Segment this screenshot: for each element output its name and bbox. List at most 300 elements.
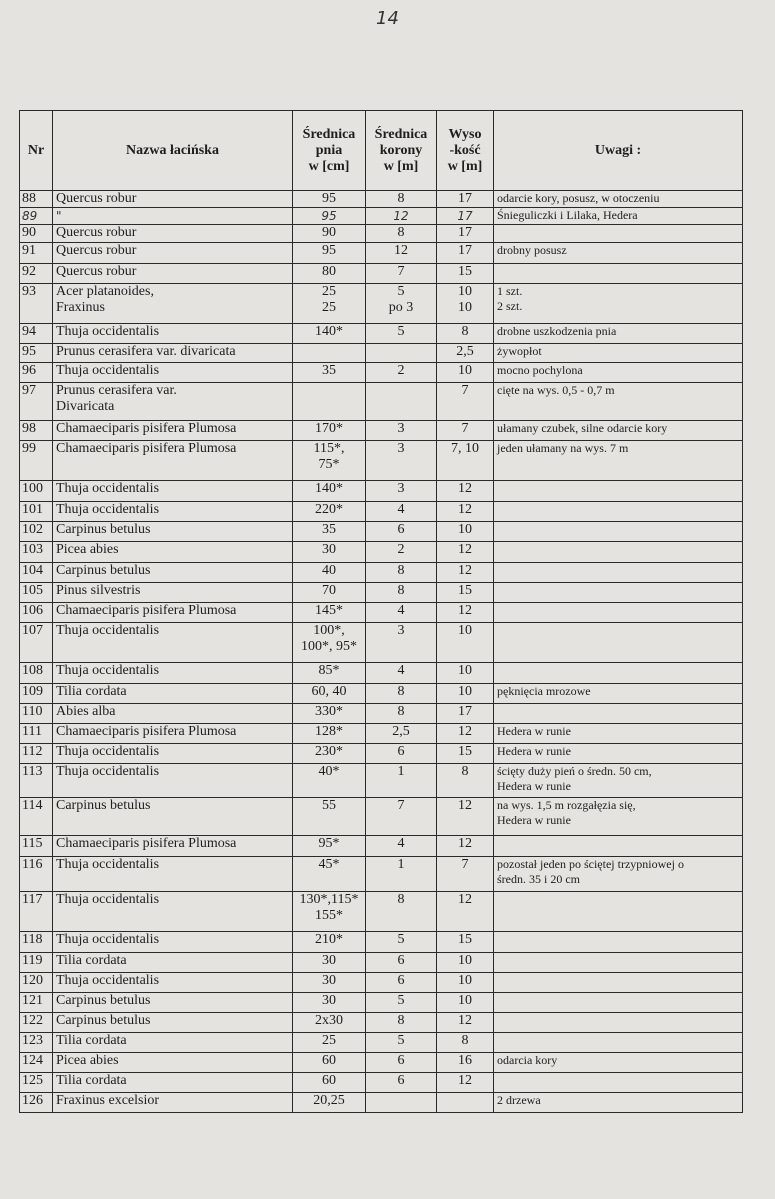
table-row xyxy=(20,324,743,344)
cell-trunk-diameter xyxy=(293,502,366,522)
cell-height xyxy=(437,704,494,724)
cell-trunk-diameter-line: 45* xyxy=(318,857,340,872)
cell-name xyxy=(53,502,293,522)
cell-notes xyxy=(494,324,743,344)
table-row xyxy=(20,363,743,383)
cell-nr: 95 xyxy=(20,344,53,363)
cell-nr: 93 xyxy=(20,284,53,324)
cell-crown-diameter-line: 6 xyxy=(397,1053,405,1068)
cell-trunk-diameter-line: 60 xyxy=(322,1053,336,1068)
cell-notes xyxy=(494,264,743,284)
cell-height-line: 10 xyxy=(458,522,472,537)
cell-height-line: 15 xyxy=(458,744,472,759)
cell-name xyxy=(53,623,293,663)
cell-name-line: Picea abies xyxy=(56,542,119,557)
table-row xyxy=(20,724,743,744)
cell-notes xyxy=(494,243,743,264)
cell-crown-diameter xyxy=(366,857,437,892)
cell-height xyxy=(437,603,494,623)
cell-name xyxy=(53,284,293,324)
table-row xyxy=(20,583,743,603)
cell-height-line: 10 xyxy=(458,953,472,968)
cell-notes xyxy=(494,363,743,383)
cell-crown-diameter xyxy=(366,363,437,383)
table-row xyxy=(20,243,743,264)
table-row xyxy=(20,836,743,857)
cell-trunk-diameter-line: 30 xyxy=(322,542,336,557)
cell-height xyxy=(437,563,494,583)
cell-name-line: Quercus robur xyxy=(56,264,137,279)
cell-height xyxy=(437,973,494,993)
cell-notes-line: cięte na wys. 0,5 - 0,7 m xyxy=(497,383,615,397)
cell-height xyxy=(437,481,494,502)
table-row xyxy=(20,932,743,953)
cell-name xyxy=(53,663,293,684)
cell-height-line: 10 xyxy=(458,684,472,699)
cell-height-line: 10 xyxy=(458,300,472,315)
table-row xyxy=(20,1073,743,1093)
cell-name xyxy=(53,542,293,563)
cell-notes xyxy=(494,684,743,704)
cell-crown-diameter xyxy=(366,623,437,663)
cell-trunk-diameter xyxy=(293,764,366,798)
cell-name-line: Tilia cordata xyxy=(56,684,127,699)
table-row xyxy=(20,563,743,583)
cell-height-line: 17 xyxy=(458,704,472,719)
cell-name-line: Quercus robur xyxy=(56,243,137,258)
cell-nr: 112 xyxy=(20,744,53,764)
cell-trunk-diameter-line: 95 xyxy=(321,209,337,223)
cell-nr: 114 xyxy=(20,798,53,836)
cell-height-line: 12 xyxy=(458,892,472,907)
cell-trunk-diameter-line: 90 xyxy=(322,225,336,240)
cell-name-line: Carpinus betulus xyxy=(56,522,151,537)
cell-height xyxy=(437,932,494,953)
cell-crown-diameter xyxy=(366,421,437,441)
cell-height xyxy=(437,522,494,542)
cell-crown-diameter xyxy=(366,684,437,704)
cell-name-line: Abies alba xyxy=(56,704,116,719)
cell-trunk-diameter-line: 230* xyxy=(315,744,343,759)
table-row xyxy=(20,684,743,704)
cell-notes-line: 2 szt. xyxy=(497,299,523,313)
cell-trunk-diameter xyxy=(293,1053,366,1073)
cell-crown-diameter-line: 1 xyxy=(397,764,405,779)
cell-crown-diameter-line: 6 xyxy=(397,973,405,988)
cell-trunk-diameter-line: 25 xyxy=(322,300,336,315)
cell-notes-line: na wys. 1,5 m rozgałęzia się, xyxy=(497,798,636,812)
cell-name-line: Carpinus betulus xyxy=(56,1013,151,1028)
cell-height xyxy=(437,1033,494,1053)
cell-height-line: 10 xyxy=(458,993,472,1008)
cell-height-line: 12 xyxy=(458,603,472,618)
cell-height xyxy=(437,208,494,225)
cell-trunk-diameter-line: 55 xyxy=(322,798,336,813)
cell-name xyxy=(53,225,293,243)
cell-trunk-diameter xyxy=(293,344,366,363)
cell-height-line: 12 xyxy=(458,1013,472,1028)
cell-trunk-diameter xyxy=(293,857,366,892)
cell-trunk-diameter-line: 2x30 xyxy=(315,1013,343,1028)
cell-trunk-diameter xyxy=(293,684,366,704)
table-row xyxy=(20,857,743,892)
cell-crown-diameter-line: po 3 xyxy=(388,300,414,315)
cell-nr: 120 xyxy=(20,973,53,993)
cell-crown-diameter-line: 3 xyxy=(397,481,405,496)
cell-notes xyxy=(494,663,743,684)
cell-nr: 106 xyxy=(20,603,53,623)
cell-height xyxy=(437,324,494,344)
cell-crown-diameter xyxy=(366,208,437,225)
cell-crown-diameter xyxy=(366,1033,437,1053)
cell-notes xyxy=(494,623,743,663)
cell-height xyxy=(437,744,494,764)
cell-notes xyxy=(494,481,743,502)
cell-height xyxy=(437,1073,494,1093)
cell-nr: 107 xyxy=(20,623,53,663)
cell-trunk-diameter-line: 75* xyxy=(318,457,340,472)
cell-height xyxy=(437,684,494,704)
cell-notes xyxy=(494,441,743,481)
cell-trunk-diameter-line: 70 xyxy=(322,583,336,598)
cell-name-line: Thuja occidentalis xyxy=(56,663,160,678)
cell-crown-diameter xyxy=(366,836,437,857)
cell-trunk-diameter-line: 210* xyxy=(315,932,343,947)
cell-notes xyxy=(494,704,743,724)
cell-notes-line: średn. 35 i 20 cm xyxy=(497,872,580,886)
cell-trunk-diameter xyxy=(293,836,366,857)
cell-notes xyxy=(494,764,743,798)
cell-notes-line: odarcia kory xyxy=(497,1053,558,1067)
cell-name-line: Thuja occidentalis xyxy=(56,892,160,907)
cell-height-line: 15 xyxy=(458,264,472,279)
table-row xyxy=(20,225,743,243)
cell-name-line: Tilia cordata xyxy=(56,1073,127,1088)
cell-crown-diameter xyxy=(366,284,437,324)
cell-name-line: Thuja occidentalis xyxy=(56,857,160,872)
cell-height xyxy=(437,798,494,836)
cell-trunk-diameter xyxy=(293,208,366,225)
cell-crown-diameter-line: 7 xyxy=(397,798,405,813)
cell-nr: 109 xyxy=(20,684,53,704)
cell-height-line: 12 xyxy=(458,563,472,578)
cell-trunk-diameter xyxy=(293,932,366,953)
cell-trunk-diameter xyxy=(293,264,366,284)
cell-height xyxy=(437,857,494,892)
cell-name-line: Thuja occidentalis xyxy=(56,932,160,947)
cell-nr: 102 xyxy=(20,522,53,542)
cell-notes-line: jeden ułamany na wys. 7 m xyxy=(497,441,629,455)
header-crown-line: w [m] xyxy=(383,158,419,174)
header-crown-line: korony xyxy=(379,142,423,158)
cell-trunk-diameter-line: 30 xyxy=(322,973,336,988)
cell-nr: 110 xyxy=(20,704,53,724)
cell-crown-diameter-line: 12 xyxy=(394,243,408,258)
cell-nr: 123 xyxy=(20,1033,53,1053)
cell-name-line: Thuja occidentalis xyxy=(56,324,160,339)
table-row xyxy=(20,344,743,363)
cell-crown-diameter xyxy=(366,704,437,724)
cell-height-line: 12 xyxy=(458,724,472,739)
cell-name-line: Fraxinus xyxy=(56,300,105,315)
cell-nr: 94 xyxy=(20,324,53,344)
table-row xyxy=(20,704,743,724)
cell-trunk-diameter xyxy=(293,744,366,764)
cell-height xyxy=(437,191,494,208)
cell-notes-line: Hedera w runie xyxy=(497,779,571,793)
cell-trunk-diameter xyxy=(293,191,366,208)
cell-notes xyxy=(494,798,743,836)
cell-notes xyxy=(494,1053,743,1073)
cell-nr: 88 xyxy=(20,191,53,208)
cell-height-line: 15 xyxy=(458,583,472,598)
cell-trunk-diameter-line: 330* xyxy=(315,704,343,719)
cell-notes xyxy=(494,744,743,764)
cell-notes xyxy=(494,225,743,243)
cell-name xyxy=(53,583,293,603)
cell-height xyxy=(437,1013,494,1033)
cell-trunk-diameter xyxy=(293,704,366,724)
cell-crown-diameter-line: 5 xyxy=(397,324,405,339)
cell-trunk-diameter-line: 80 xyxy=(322,264,336,279)
cell-name xyxy=(53,798,293,836)
cell-nr: 119 xyxy=(20,953,53,973)
cell-trunk-diameter-line: 35 xyxy=(322,363,336,378)
cell-nr: 118 xyxy=(20,932,53,953)
cell-trunk-diameter xyxy=(293,243,366,264)
cell-crown-diameter-line: 4 xyxy=(397,603,405,618)
cell-trunk-diameter-line: 140* xyxy=(315,481,343,496)
cell-notes xyxy=(494,421,743,441)
cell-height xyxy=(437,1093,494,1113)
cell-crown-diameter-line: 4 xyxy=(397,663,405,678)
cell-crown-diameter xyxy=(366,892,437,932)
cell-trunk-diameter-line: 35 xyxy=(322,522,336,537)
cell-crown-diameter-line: 6 xyxy=(397,953,405,968)
header-height-line: -kość xyxy=(449,142,481,158)
cell-nr: 90 xyxy=(20,225,53,243)
cell-notes xyxy=(494,383,743,421)
cell-crown-diameter xyxy=(366,603,437,623)
cell-trunk-diameter xyxy=(293,363,366,383)
cell-notes xyxy=(494,836,743,857)
cell-trunk-diameter-line: 30 xyxy=(322,953,336,968)
cell-nr: 103 xyxy=(20,542,53,563)
cell-name-line: Quercus robur xyxy=(56,225,137,240)
cell-height-line: 12 xyxy=(458,798,472,813)
cell-height-line: 17 xyxy=(458,191,472,206)
cell-crown-diameter-line: 2 xyxy=(397,363,405,378)
cell-height-line: 17 xyxy=(458,225,472,240)
cell-name-line: Chamaeciparis pisifera Plumosa xyxy=(56,836,237,851)
cell-height-line: 8 xyxy=(461,1033,469,1048)
cell-trunk-diameter xyxy=(293,1093,366,1113)
cell-name xyxy=(53,1033,293,1053)
cell-name-line: Prunus cerasifera var. divaricata xyxy=(56,344,236,359)
cell-notes xyxy=(494,563,743,583)
cell-trunk-diameter-line: 130*,115* xyxy=(299,892,359,907)
cell-height xyxy=(437,243,494,264)
cell-notes xyxy=(494,603,743,623)
cell-name-line: Thuja occidentalis xyxy=(56,623,160,638)
cell-trunk-diameter xyxy=(293,481,366,502)
cell-height-line: 8 xyxy=(461,764,469,779)
cell-height xyxy=(437,284,494,324)
cell-trunk-diameter xyxy=(293,953,366,973)
cell-notes-line: drobny posusz xyxy=(497,243,567,257)
cell-trunk-diameter xyxy=(293,563,366,583)
cell-name xyxy=(53,932,293,953)
cell-trunk-diameter-line: 85* xyxy=(318,663,340,678)
cell-height-line: 10 xyxy=(458,973,472,988)
cell-height xyxy=(437,993,494,1013)
cell-crown-diameter-line: 3 xyxy=(397,623,405,638)
cell-trunk-diameter xyxy=(293,441,366,481)
cell-crown-diameter xyxy=(366,1053,437,1073)
cell-crown-diameter xyxy=(366,973,437,993)
cell-crown-diameter xyxy=(366,663,437,684)
cell-name-line: Fraxinus excelsior xyxy=(56,1093,160,1108)
cell-name xyxy=(53,324,293,344)
cell-nr: 108 xyxy=(20,663,53,684)
cell-crown-diameter-line: 5 xyxy=(397,993,405,1008)
cell-crown-diameter xyxy=(366,344,437,363)
cell-notes xyxy=(494,208,743,225)
header-trunk-line: pnia xyxy=(315,142,343,158)
cell-name-line: Chamaeciparis pisifera Plumosa xyxy=(56,724,237,739)
cell-name-line: Quercus robur xyxy=(56,191,137,206)
cell-crown-diameter-line: 8 xyxy=(397,225,405,240)
cell-name xyxy=(53,684,293,704)
cell-trunk-diameter xyxy=(293,724,366,744)
cell-trunk-diameter-line: 140* xyxy=(315,324,343,339)
cell-nr: 97 xyxy=(20,383,53,421)
cell-name xyxy=(53,363,293,383)
cell-trunk-diameter xyxy=(293,623,366,663)
table-row xyxy=(20,798,743,836)
cell-crown-diameter-line: 8 xyxy=(397,563,405,578)
table-row xyxy=(20,663,743,684)
cell-crown-diameter-line: 4 xyxy=(397,502,405,517)
cell-trunk-diameter xyxy=(293,583,366,603)
cell-trunk-diameter xyxy=(293,1073,366,1093)
cell-name-line: Tilia cordata xyxy=(56,953,127,968)
cell-name-line: Chamaeciparis pisifera Plumosa xyxy=(56,421,237,436)
cell-name-line: Prunus cerasifera var. xyxy=(56,383,177,398)
cell-name-line: Thuja occidentalis xyxy=(56,764,160,779)
cell-height xyxy=(437,663,494,684)
cell-notes xyxy=(494,522,743,542)
cell-crown-diameter xyxy=(366,1073,437,1093)
cell-crown-diameter xyxy=(366,502,437,522)
table-row xyxy=(20,603,743,623)
cell-name xyxy=(53,973,293,993)
cell-notes-line: Hedera w runie xyxy=(497,813,571,827)
cell-nr: 115 xyxy=(20,836,53,857)
cell-height-line: 8 xyxy=(461,324,469,339)
table-row xyxy=(20,383,743,421)
cell-crown-diameter-line: 2 xyxy=(397,542,405,557)
cell-height-line: 10 xyxy=(458,623,472,638)
header-crown xyxy=(366,111,437,191)
cell-notes xyxy=(494,284,743,324)
cell-trunk-diameter-line: 155* xyxy=(315,908,343,923)
cell-crown-diameter-line: 3 xyxy=(397,421,405,436)
cell-crown-diameter xyxy=(366,993,437,1013)
table-row xyxy=(20,1033,743,1053)
table-row xyxy=(20,744,743,764)
cell-name xyxy=(53,481,293,502)
cell-crown-diameter-line: 5 xyxy=(397,932,405,947)
cell-nr: 92 xyxy=(20,264,53,284)
cell-height-line: 12 xyxy=(458,542,472,557)
cell-notes xyxy=(494,857,743,892)
header-trunk-line: w [cm] xyxy=(308,158,350,174)
cell-crown-diameter xyxy=(366,932,437,953)
cell-name xyxy=(53,836,293,857)
cell-name xyxy=(53,344,293,363)
cell-notes xyxy=(494,502,743,522)
cell-crown-diameter xyxy=(366,583,437,603)
cell-height-line: 17 xyxy=(457,209,473,223)
cell-height-line: 16 xyxy=(458,1053,472,1068)
cell-notes xyxy=(494,724,743,744)
cell-trunk-diameter-line: 25 xyxy=(322,284,336,299)
cell-notes xyxy=(494,542,743,563)
header-trunk xyxy=(293,111,366,191)
table-row xyxy=(20,208,743,225)
cell-nr: 126 xyxy=(20,1093,53,1113)
header-height-line: w [m] xyxy=(447,158,483,174)
cell-trunk-diameter xyxy=(293,993,366,1013)
cell-trunk-diameter xyxy=(293,225,366,243)
cell-height xyxy=(437,441,494,481)
cell-height xyxy=(437,836,494,857)
cell-notes xyxy=(494,993,743,1013)
cell-name xyxy=(53,1093,293,1113)
header-crown-line: Średnica xyxy=(374,126,428,142)
cell-crown-diameter-line: 6 xyxy=(397,522,405,537)
cell-name xyxy=(53,704,293,724)
cell-height-line: 10 xyxy=(458,663,472,678)
cell-height-line: 7, 10 xyxy=(451,441,479,456)
cell-crown-diameter-line: 5 xyxy=(397,284,405,299)
cell-crown-diameter-line: 4 xyxy=(397,836,405,851)
cell-nr: 124 xyxy=(20,1053,53,1073)
cell-notes xyxy=(494,932,743,953)
cell-nr: 121 xyxy=(20,993,53,1013)
cell-trunk-diameter-line: 60 xyxy=(322,1073,336,1088)
cell-height xyxy=(437,502,494,522)
cell-height xyxy=(437,363,494,383)
cell-notes-line: żywopłot xyxy=(497,344,542,358)
cell-notes-line: odarcie kory, posusz, w otoczeniu xyxy=(497,191,660,205)
cell-name-line: Pinus silvestris xyxy=(56,583,141,598)
table-row xyxy=(20,764,743,798)
cell-name xyxy=(53,441,293,481)
cell-crown-diameter xyxy=(366,563,437,583)
cell-height xyxy=(437,344,494,363)
cell-crown-diameter xyxy=(366,744,437,764)
cell-notes-line: pozostał jeden po ściętej trzypniowej o xyxy=(497,857,684,871)
cell-trunk-diameter-line: 40* xyxy=(318,764,340,779)
cell-nr: 99 xyxy=(20,441,53,481)
cell-notes xyxy=(494,953,743,973)
cell-name xyxy=(53,383,293,421)
cell-name-line: Picea abies xyxy=(56,1053,119,1068)
cell-height-line: 15 xyxy=(458,932,472,947)
cell-nr: 111 xyxy=(20,724,53,744)
